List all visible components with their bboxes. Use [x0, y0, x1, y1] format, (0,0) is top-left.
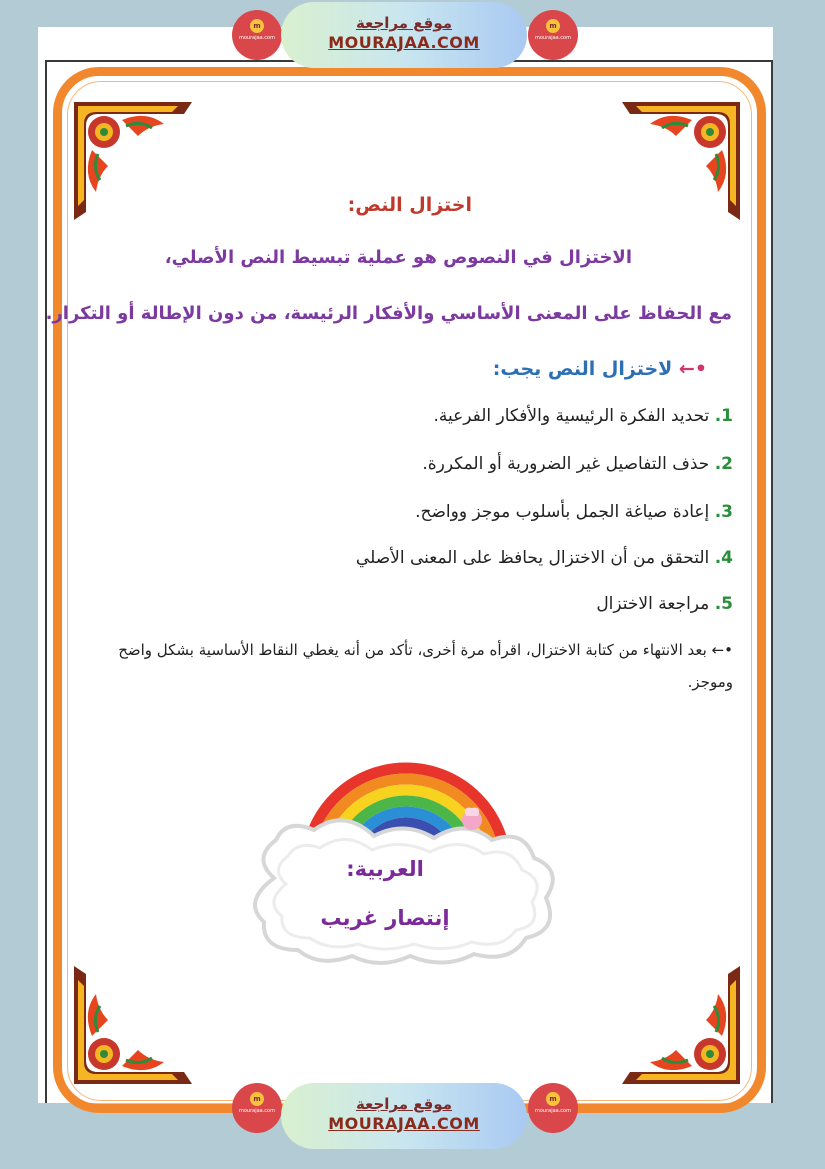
site-logo-icon[interactable] — [232, 1083, 282, 1133]
site-banner-top[interactable] — [281, 2, 527, 68]
logo-caption: mourajaa.com — [238, 1108, 275, 1114]
step-item — [433, 406, 733, 426]
logo-caption: mourajaa.com — [238, 35, 275, 41]
review-note: •← بعد الانتهاء من كتابة الاختزال، اقرأه مرة أخرى، تأكد من أنه يغطي النقاط الأساسية بشكل واضح وموجز. — [118, 641, 733, 691]
step-item — [415, 502, 733, 522]
step-text: إعادة صياغة الجمل بأسلوب موجز وواضح. — [415, 502, 710, 522]
banner-arabic-link[interactable]: موقع مراجعة — [355, 14, 453, 32]
definition-line-1: الاختزال في النصوص هو عملية تبسيط النص الأصلي، — [164, 247, 632, 268]
logo-mark: m — [546, 19, 560, 33]
step-text: مراجعة الاختزال — [596, 594, 710, 614]
corner-ornament-top-right — [616, 96, 746, 226]
site-logo-icon[interactable] — [232, 10, 282, 60]
step-text: تحديد الفكرة الرئيسية والأفكار الفرعية. — [433, 406, 710, 426]
definition-line-2: مع الحفاظ على المعنى الأساسي والأفكار الرئيسة، من دون الإطالة أو التكرار. — [45, 303, 732, 324]
site-logo-icon[interactable] — [528, 10, 578, 60]
banner-domain-link[interactable]: MOURAJAA.COM — [328, 33, 480, 52]
corner-ornament-top-left — [68, 96, 198, 226]
banner-arabic-link[interactable]: موقع مراجعة — [355, 1095, 453, 1113]
step-text: التحقق من أن الاختزال يحافظ على المعنى الأصلي — [355, 548, 710, 568]
step-item — [356, 548, 733, 568]
corner-ornament-bottom-right — [616, 960, 746, 1090]
steps-heading-text: لاختزال النص يجب: — [492, 358, 673, 380]
step-item — [596, 594, 733, 614]
bullet-arrow-icon: •← — [678, 358, 707, 380]
step-number: 3. — [714, 502, 733, 522]
step-number: 2. — [714, 454, 733, 474]
step-number: 4. — [714, 548, 733, 568]
corner-ornament-bottom-left — [68, 960, 198, 1090]
step-number: 5. — [714, 594, 733, 614]
logo-caption: mourajaa.com — [534, 35, 571, 41]
logo-mark: m — [546, 1092, 560, 1106]
site-banner-bottom[interactable] — [281, 1083, 527, 1149]
logo-mark: m — [250, 19, 264, 33]
site-logo-icon[interactable] — [528, 1083, 578, 1133]
step-item — [422, 454, 733, 474]
page-title: اختزال النص: — [347, 194, 472, 216]
logo-caption: mourajaa.com — [534, 1108, 571, 1114]
banner-domain-link[interactable]: MOURAJAA.COM — [328, 1114, 480, 1133]
logo-mark: m — [250, 1092, 264, 1106]
step-text: حذف التفاصيل غير الضرورية أو المكررة. — [422, 454, 710, 474]
teacher-name: إنتصار غريب — [320, 906, 450, 930]
step-number: 1. — [714, 406, 733, 426]
subject-label: العربية: — [346, 857, 424, 881]
steps-heading — [493, 358, 707, 380]
